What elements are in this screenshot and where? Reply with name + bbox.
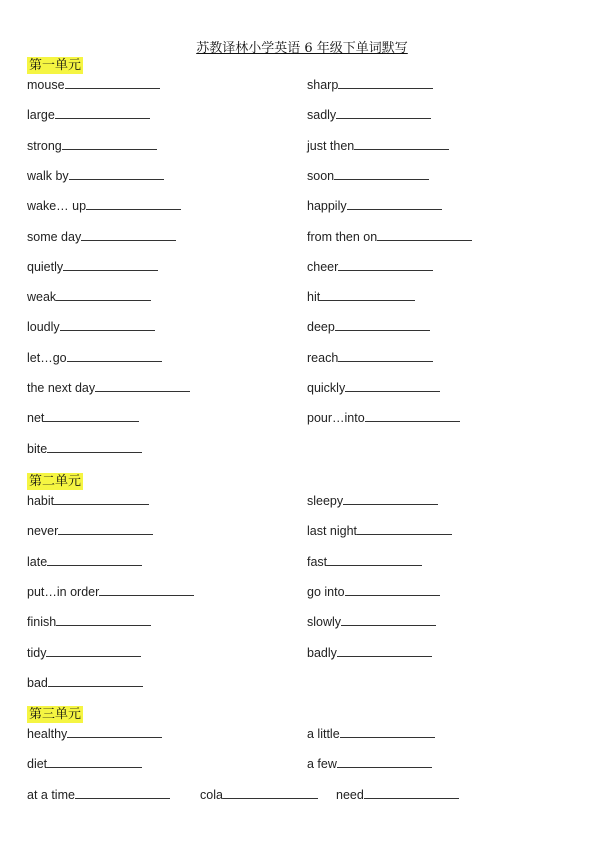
word-row xyxy=(0,614,604,632)
word-text: at a time xyxy=(27,787,75,802)
answer-blank[interactable] xyxy=(46,645,141,657)
answer-blank[interactable] xyxy=(60,319,155,331)
word-item xyxy=(27,229,176,245)
word-text: wake… up xyxy=(27,199,87,214)
word-item xyxy=(27,645,141,661)
word-row xyxy=(0,554,604,572)
answer-blank[interactable] xyxy=(63,259,158,271)
answer-blank[interactable] xyxy=(338,77,433,89)
answer-blank[interactable] xyxy=(343,493,438,505)
word-item xyxy=(27,493,149,509)
word-item xyxy=(307,319,430,335)
word-item xyxy=(27,410,139,426)
word-row xyxy=(0,138,604,156)
answer-blank[interactable] xyxy=(81,229,176,241)
answer-blank[interactable] xyxy=(320,289,415,301)
word-text: mouse xyxy=(27,78,65,92)
word-text: badly xyxy=(307,645,337,660)
word-item xyxy=(307,523,452,539)
word-text: slowly xyxy=(307,615,342,630)
word-row xyxy=(0,493,604,511)
word-item xyxy=(307,584,440,600)
answer-blank[interactable] xyxy=(55,107,150,119)
word-row xyxy=(0,259,604,277)
word-text: strong xyxy=(27,138,62,153)
word-item xyxy=(27,441,142,457)
word-row xyxy=(0,380,604,398)
word-text: a little xyxy=(307,727,340,741)
word-item xyxy=(27,675,143,691)
word-item xyxy=(307,198,442,214)
word-item xyxy=(307,756,432,772)
answer-blank[interactable] xyxy=(67,726,162,738)
word-item xyxy=(307,138,449,154)
answer-blank[interactable] xyxy=(365,410,460,422)
word-row xyxy=(0,198,604,216)
word-item xyxy=(27,138,157,154)
word-item xyxy=(27,554,142,570)
word-text: quietly xyxy=(27,259,64,274)
answer-blank[interactable] xyxy=(56,289,151,301)
word-text: bad xyxy=(27,675,48,690)
answer-blank[interactable] xyxy=(65,77,160,89)
word-row xyxy=(0,645,604,663)
unit-heading: 第二单元 xyxy=(29,474,82,489)
answer-blank[interactable] xyxy=(327,554,422,566)
word-text: diet xyxy=(27,757,48,772)
word-text: go into xyxy=(307,584,345,599)
word-text: pour…into xyxy=(307,411,365,426)
page-title: 苏教译林小学英语 6 年级下单词默写 xyxy=(196,41,408,56)
word-text: put…in order xyxy=(27,584,100,599)
word-text: sharp xyxy=(307,78,339,92)
word-row xyxy=(0,787,604,805)
word-item xyxy=(27,319,155,335)
word-item xyxy=(27,756,142,772)
word-item xyxy=(307,259,433,275)
answer-blank[interactable] xyxy=(334,168,429,180)
word-row xyxy=(0,756,604,774)
answer-blank[interactable] xyxy=(62,138,157,150)
word-text: cola xyxy=(200,787,223,802)
word-text: loudly xyxy=(27,320,60,335)
word-text: a few xyxy=(307,757,337,772)
word-text: last night xyxy=(307,524,358,539)
word-item xyxy=(307,380,440,396)
answer-blank[interactable] xyxy=(56,614,151,626)
answer-blank[interactable] xyxy=(340,726,435,738)
word-text: weak xyxy=(27,290,57,305)
answer-blank[interactable] xyxy=(47,554,142,566)
answer-blank[interactable] xyxy=(48,675,143,687)
word-text: bite xyxy=(27,441,48,456)
word-text: sleepy xyxy=(307,494,344,508)
word-text: soon xyxy=(307,168,335,183)
word-row xyxy=(0,107,604,125)
answer-blank[interactable] xyxy=(69,168,164,180)
unit-heading: 第一单元 xyxy=(29,58,82,73)
answer-blank[interactable] xyxy=(337,645,432,657)
answer-blank[interactable] xyxy=(377,229,472,241)
word-row xyxy=(0,350,604,368)
word-item xyxy=(27,107,150,123)
word-text: need xyxy=(336,787,364,802)
answer-blank[interactable] xyxy=(345,380,440,392)
word-row xyxy=(0,726,604,744)
answer-blank[interactable] xyxy=(335,319,430,331)
answer-blank[interactable] xyxy=(341,614,436,626)
answer-blank[interactable] xyxy=(58,523,153,535)
word-text: habit xyxy=(27,494,55,508)
word-text: the next day xyxy=(27,381,96,395)
word-text: tidy xyxy=(27,645,47,660)
word-item xyxy=(307,726,435,742)
word-item xyxy=(307,493,438,509)
word-row xyxy=(0,441,604,459)
word-row xyxy=(0,410,604,428)
word-item xyxy=(307,614,436,630)
answer-blank[interactable] xyxy=(75,787,170,799)
answer-blank[interactable] xyxy=(347,198,442,210)
word-item xyxy=(27,198,181,214)
word-text: net xyxy=(27,411,45,426)
answer-blank[interactable] xyxy=(67,350,162,362)
word-row xyxy=(0,229,604,247)
word-row xyxy=(0,523,604,541)
word-item xyxy=(27,614,151,630)
word-text: just then xyxy=(307,138,355,153)
word-text: some day xyxy=(27,229,82,244)
word-text: deep xyxy=(307,320,335,335)
answer-blank[interactable] xyxy=(357,523,452,535)
word-row xyxy=(0,77,604,95)
word-row xyxy=(0,319,604,337)
word-item xyxy=(307,107,431,123)
answer-blank[interactable] xyxy=(364,787,459,799)
word-row xyxy=(0,675,604,693)
word-text: late xyxy=(27,554,48,569)
answer-blank[interactable] xyxy=(99,584,194,596)
word-item xyxy=(307,645,432,661)
word-item xyxy=(27,259,158,275)
word-row xyxy=(0,168,604,186)
word-text: healthy xyxy=(27,727,68,741)
word-item xyxy=(27,584,194,600)
answer-blank[interactable] xyxy=(337,756,432,768)
answer-blank[interactable] xyxy=(223,787,318,799)
word-text: from then on xyxy=(307,229,378,244)
answer-blank[interactable] xyxy=(354,138,449,150)
word-item xyxy=(307,229,472,245)
word-text: finish xyxy=(27,615,57,630)
answer-blank[interactable] xyxy=(44,410,139,422)
word-item xyxy=(307,554,422,570)
word-item xyxy=(27,787,170,803)
word-row xyxy=(0,289,604,307)
word-text: fast xyxy=(307,554,328,569)
answer-blank[interactable] xyxy=(345,584,440,596)
word-item xyxy=(200,787,318,803)
word-item xyxy=(27,168,164,184)
word-item xyxy=(336,787,459,803)
word-item xyxy=(307,77,433,93)
word-text: let…go xyxy=(27,350,67,365)
word-text: happily xyxy=(307,199,347,214)
answer-blank[interactable] xyxy=(47,756,142,768)
answer-blank[interactable] xyxy=(95,380,190,392)
word-row xyxy=(0,584,604,602)
word-text: cheer xyxy=(307,259,339,274)
answer-blank[interactable] xyxy=(338,350,433,362)
unit-heading: 第三单元 xyxy=(29,707,82,722)
answer-blank[interactable] xyxy=(47,441,142,453)
word-item xyxy=(27,726,162,742)
word-item xyxy=(27,289,151,305)
word-item xyxy=(27,523,153,539)
word-item xyxy=(27,77,160,93)
answer-blank[interactable] xyxy=(336,107,431,119)
word-item xyxy=(307,350,433,366)
answer-blank[interactable] xyxy=(54,493,149,505)
word-item xyxy=(27,350,162,366)
word-text: sadly xyxy=(307,108,337,123)
word-item xyxy=(27,380,190,396)
word-item xyxy=(307,168,429,184)
word-text: large xyxy=(27,108,55,123)
word-item xyxy=(307,410,460,426)
word-text: reach xyxy=(307,350,339,365)
word-item xyxy=(307,289,415,305)
word-text: quickly xyxy=(307,381,346,395)
word-text: walk by xyxy=(27,168,69,183)
word-text: hit xyxy=(307,290,321,305)
answer-blank[interactable] xyxy=(86,198,181,210)
word-text: never xyxy=(27,524,59,539)
answer-blank[interactable] xyxy=(338,259,433,271)
